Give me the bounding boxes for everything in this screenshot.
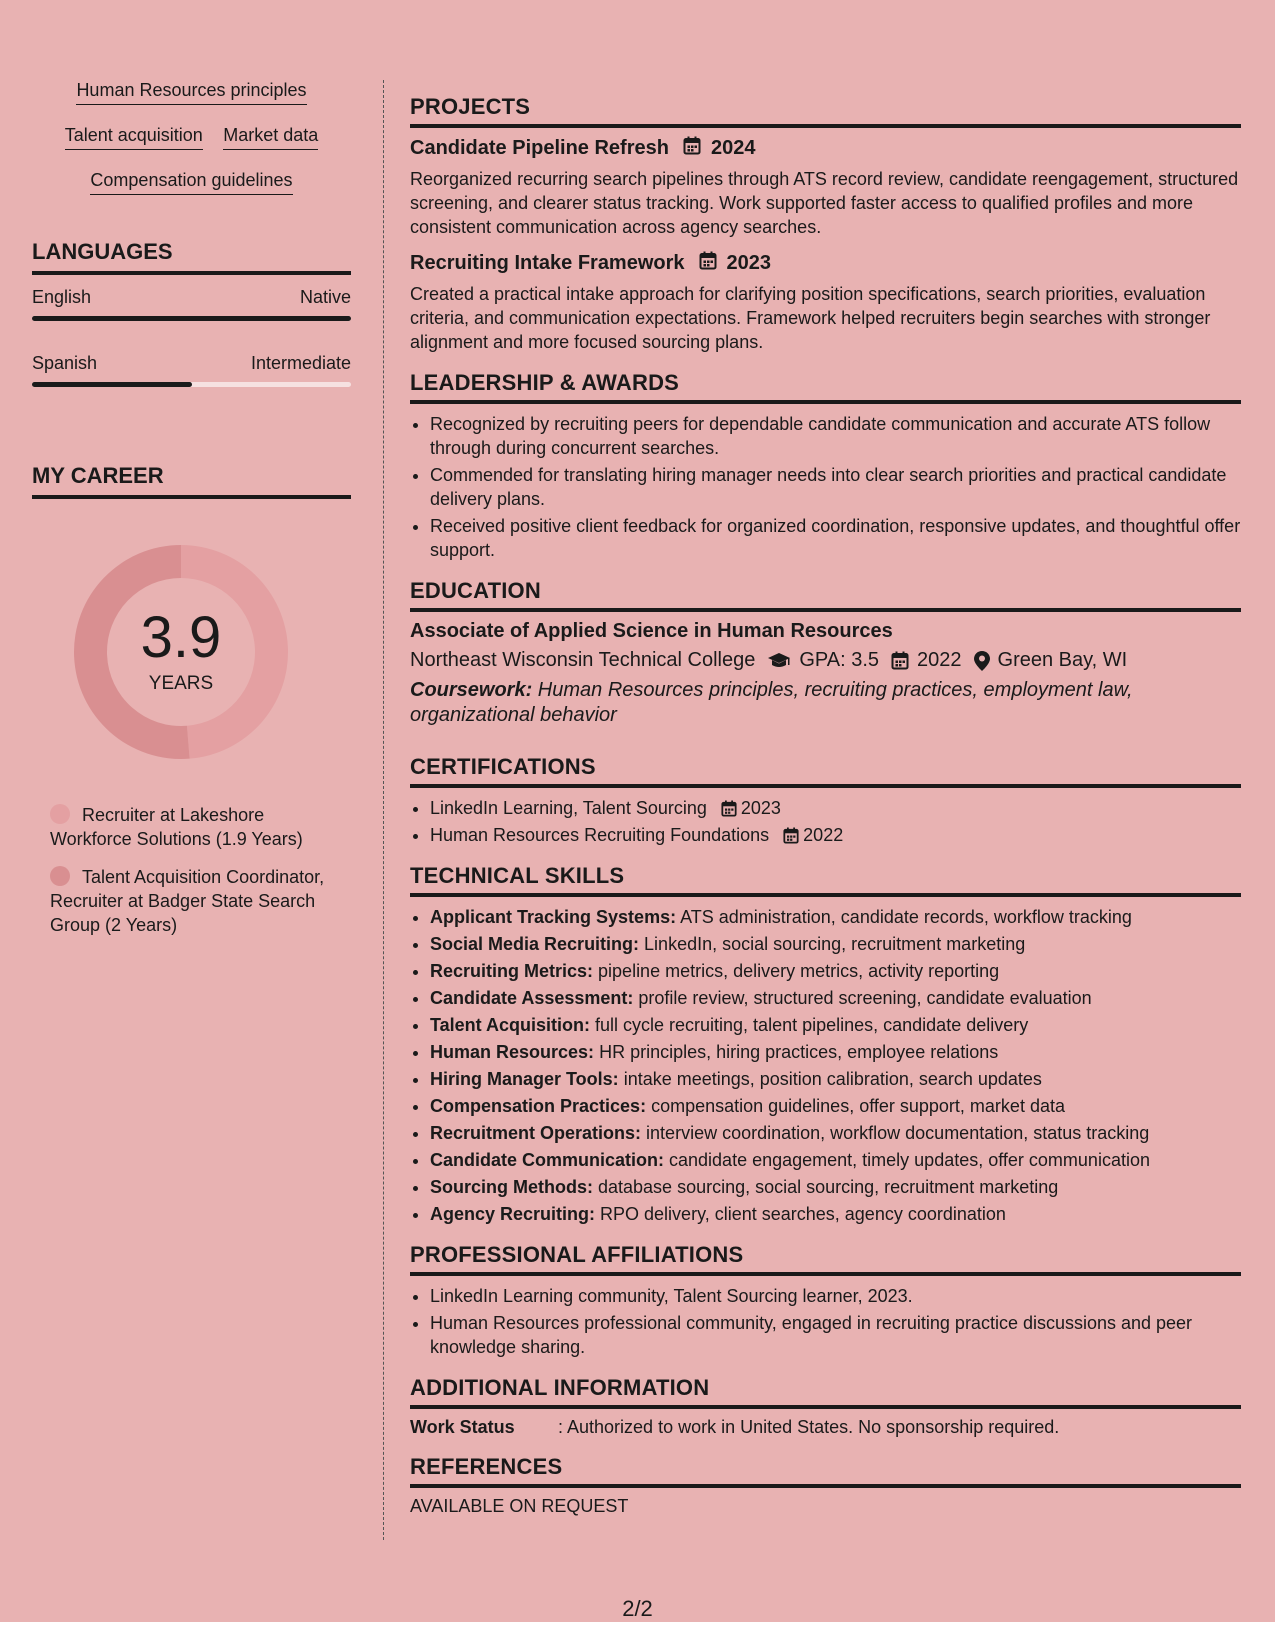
skill-label: Recruitment Operations:: [430, 1123, 642, 1143]
skill-value: LinkedIn, social sourcing, recruitment marketing: [639, 934, 1026, 954]
project-name: Recruiting Intake Framework: [410, 252, 685, 274]
languages-title: LANGUAGES: [32, 239, 351, 275]
affiliations-title: PROFESSIONAL AFFILIATIONS: [410, 1242, 1241, 1276]
education-section: [410, 578, 1241, 728]
coursework-label: Coursework:: [410, 679, 533, 701]
skill-value: HR principles, hiring practices, employee relations: [594, 1042, 999, 1062]
references-text: AVAILABLE ON REQUEST: [410, 1496, 629, 1516]
skill-label: Social Media Recruiting:: [430, 934, 640, 954]
list-item: [430, 905, 1241, 929]
list-item: [430, 1040, 1241, 1064]
certifications-title: CERTIFICATIONS: [410, 754, 1241, 788]
references-section: [410, 1454, 1241, 1517]
project-name: Candidate Pipeline Refresh: [410, 137, 669, 159]
list-item: [430, 1148, 1241, 1172]
leadership-title: LEADERSHIP & AWARDS: [410, 370, 1241, 404]
legend-dot: [50, 866, 70, 886]
work-status-value: : Authorized to work in United States. No sponsorship required.: [558, 1417, 1060, 1437]
skill-label: Sourcing Methods:: [430, 1177, 593, 1197]
list-item: [430, 823, 1241, 847]
language-name: English: [32, 287, 92, 307]
education-degree: Associate of Applied Science in Human Resources: [410, 620, 893, 642]
skill-tag: Market data: [223, 125, 318, 150]
calendar-icon: [699, 251, 717, 276]
language-level: Intermediate: [250, 353, 351, 373]
work-status-label: Work Status: [410, 1417, 515, 1437]
skill-value: ATS administration, candidate records, workflow tracking: [676, 907, 1132, 927]
calendar-icon: [683, 136, 701, 161]
project-description: Reorganized recurring search pipelines through ATS record review, candidate reengagement, structured screening, and clearer status tracking. Work supported faster access to qualified profiles and more consistent communication across agency searches.: [410, 169, 1239, 237]
project-year: 2023: [726, 252, 772, 274]
graduation-cap-icon: [767, 652, 791, 670]
references-title: REFERENCES: [410, 1454, 1241, 1488]
list-item: • Commended for translating hiring manager needs into clear search priorities and practical candidate delivery plans.: [430, 463, 1241, 511]
list-item: • LinkedIn Learning community, Talent Sourcing learner, 2023.: [430, 1284, 1241, 1308]
projects-section: [410, 94, 1241, 354]
career-total-years: 3.9: [140, 605, 222, 670]
language-bar-fill: [32, 382, 192, 387]
skill-tag: Compensation guidelines: [90, 170, 292, 195]
skill-label: Recruiting Metrics:: [430, 961, 594, 981]
additional-info-section: [410, 1375, 1241, 1438]
education-gpa: GPA: 3.5: [799, 649, 880, 671]
certifications-section: [410, 754, 1241, 847]
list-item: [430, 1202, 1241, 1226]
list-item: [430, 986, 1241, 1010]
additional-info-title: ADDITIONAL INFORMATION: [410, 1375, 1241, 1409]
career-years-unit: YEARS: [148, 673, 214, 694]
skill-label: Talent Acquisition:: [430, 1015, 590, 1035]
skill-label: Hiring Manager Tools:: [430, 1069, 619, 1089]
skill-value: full cycle recruiting, talent pipelines, candidate delivery: [590, 1015, 1029, 1035]
list-item: [430, 1013, 1241, 1037]
list-item: • Received positive client feedback for organized coordination, responsive updates, and thoughtful offer support.: [430, 514, 1241, 562]
calendar-icon: [721, 800, 737, 817]
technical-skills-list: [410, 905, 1241, 1226]
skill-label: Candidate Communication:: [430, 1150, 665, 1170]
legend-dot: [50, 804, 70, 824]
leadership-list: [410, 412, 1241, 562]
education-meta: [410, 649, 1241, 672]
right-column: [410, 94, 1241, 1533]
list-item: • Human Resources professional community, engaged in recruiting practice discussions and peer knowledge sharing.: [430, 1311, 1241, 1359]
skill-label: Applicant Tracking Systems:: [430, 907, 677, 927]
technical-skills-section: [410, 863, 1241, 1226]
career-title: MY CAREER: [32, 463, 351, 499]
list-item: [430, 932, 1241, 956]
cert-year: 2022: [803, 825, 844, 845]
cert-name: • Human Resources Recruiting Foundations: [430, 825, 770, 845]
affiliations-section: [410, 1242, 1241, 1359]
leadership-section: [410, 370, 1241, 562]
skill-value: pipeline metrics, delivery metrics, activity reporting: [593, 961, 1000, 981]
list-item: [430, 959, 1241, 983]
cert-name: • LinkedIn Learning, Talent Sourcing: [430, 798, 707, 818]
skill-value: candidate engagement, timely updates, offer communication: [664, 1150, 1150, 1170]
list-item: [430, 1067, 1241, 1091]
skill-value: profile review, structured screening, candidate evaluation: [633, 988, 1092, 1008]
technical-skills-title: TECHNICAL SKILLS: [410, 863, 1241, 897]
page-bottom-edge: [0, 1622, 1275, 1650]
calendar-icon: [783, 827, 799, 844]
project-description: Created a practical intake approach for clarifying position specifications, search priorities, evaluation criteria, and communication expectations. Framework helped recruiters begin searches with stronger alignment and more focused sourcing plans.: [410, 284, 1211, 352]
career-donut-chart: [66, 537, 296, 767]
language-item: [32, 353, 351, 387]
education-location: Green Bay, WI: [997, 649, 1128, 671]
list-item: [430, 1094, 1241, 1118]
skill-label: Compensation Practices:: [430, 1096, 647, 1116]
education-coursework: [410, 678, 1241, 728]
project-title: [410, 251, 1241, 276]
skill-label: Agency Recruiting:: [430, 1204, 596, 1224]
legend-label: Recruiter at Lakeshore Workforce Solutions (1.9 Years): [50, 805, 303, 849]
skill-value: interview coordination, workflow documentation, status tracking: [641, 1123, 1150, 1143]
education-year: 2022: [917, 649, 962, 671]
language-bar: [32, 382, 351, 387]
legend-item: [50, 865, 340, 937]
skill-tags: [32, 80, 351, 195]
skill-value: compensation guidelines, offer support, market data: [646, 1096, 1065, 1116]
left-column: [32, 80, 351, 951]
language-item: [32, 287, 351, 321]
map-pin-icon: [974, 651, 990, 671]
list-item: [430, 796, 1241, 820]
page-number: 2/2: [622, 1596, 653, 1621]
skill-label: Human Resources:: [430, 1042, 595, 1062]
cert-year: 2023: [740, 798, 781, 818]
legend-item: [50, 803, 340, 851]
certifications-list: [410, 796, 1241, 847]
education-title: EDUCATION: [410, 578, 1241, 612]
language-name: Spanish: [32, 353, 98, 373]
skill-value: RPO delivery, client searches, agency coordination: [595, 1204, 1006, 1224]
list-item: [430, 1175, 1241, 1199]
language-level: Native: [299, 287, 351, 307]
list-item: • Recognized by recruiting peers for dependable candidate communication and accurate ATS follow through during concurrent searches.: [430, 412, 1241, 460]
coursework-text: Human Resources principles, recruiting practices, employment law, organizational behavior: [410, 679, 1133, 726]
projects-title: PROJECTS: [410, 94, 1241, 128]
language-bar-fill: [32, 316, 351, 321]
work-status-row: [410, 1417, 1241, 1438]
project-title: [410, 136, 1241, 161]
skill-value: database sourcing, social sourcing, recruitment marketing: [593, 1177, 1059, 1197]
education-school: Northeast Wisconsin Technical College: [410, 649, 756, 671]
skill-tag: Talent acquisition: [65, 125, 203, 150]
legend-label: Talent Acquisition Coordinator, Recruiter at Badger State Search Group (2 Years): [50, 867, 325, 935]
project-year: 2024: [710, 137, 756, 159]
career-legend: [50, 803, 340, 937]
list-item: [430, 1121, 1241, 1145]
language-bar: [32, 316, 351, 321]
column-divider: [383, 80, 384, 1540]
skill-tag: Human Resources principles: [76, 80, 306, 105]
calendar-icon: [891, 651, 909, 670]
affiliations-list: [410, 1284, 1241, 1359]
skill-label: Candidate Assessment:: [430, 988, 634, 1008]
skill-value: intake meetings, position calibration, search updates: [618, 1069, 1042, 1089]
